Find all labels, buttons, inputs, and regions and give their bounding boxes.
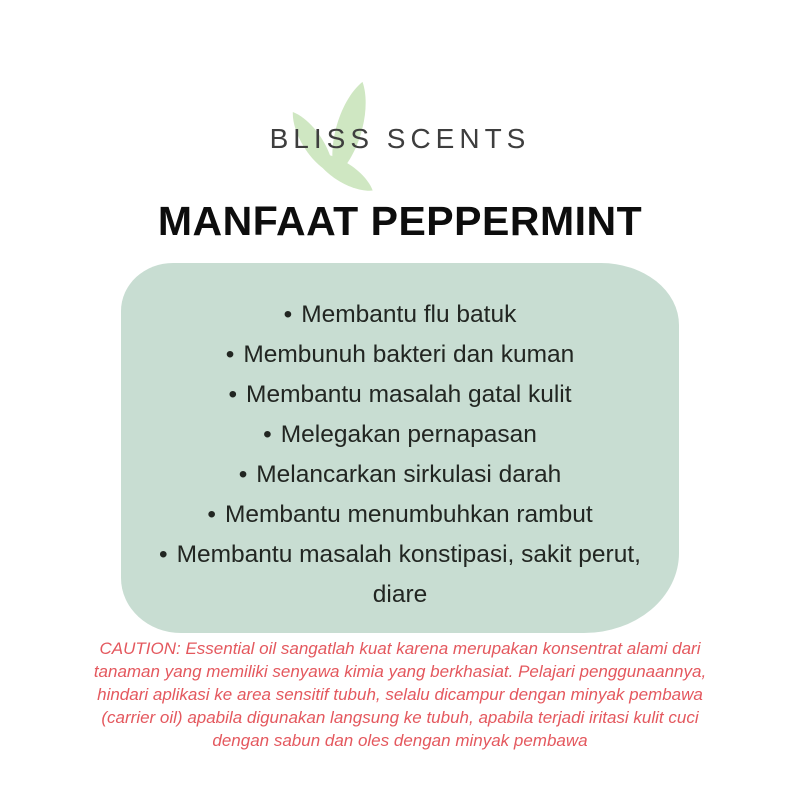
bullet-icon: • xyxy=(225,341,235,368)
benefits-box xyxy=(121,263,679,633)
benefit-item xyxy=(159,335,641,375)
brand-name: BLISS SCENTS xyxy=(269,123,531,154)
bullet-icon: • xyxy=(283,301,293,328)
bullet-icon: • xyxy=(263,421,272,448)
brand-logo xyxy=(0,80,800,200)
benefit-item xyxy=(159,375,641,415)
benefit-text: Membantu flu batuk xyxy=(301,301,517,328)
benefit-text: Membantu menumbuhkan rambut xyxy=(224,501,593,528)
benefit-item xyxy=(159,535,641,615)
bullet-icon: • xyxy=(238,461,248,488)
benefit-item xyxy=(159,415,641,455)
benefit-text: Membantu masalah konstipasi, sakit perut, diare xyxy=(176,541,641,608)
benefit-text: Melancarkan sirkulasi darah xyxy=(256,461,562,488)
benefit-item xyxy=(159,455,641,495)
page-title: MANFAAT PEPPERMINT xyxy=(157,198,643,244)
caution-note: CAUTION: Essential oil sangatlah kuat karena merupakan konsentrat alami dari tanaman yang memiliki senyawa kimia yang berkhasiat. Pelajari penggunaannya, hindari aplikasi ke area sensitif tubuh, selalu dicampur dengan minyak pembawa (carrier oil) apabila digunakan langsung ke tubuh, apabila terjadi iritasi kulit cuci dengan sabun dan oles dengan minyak pembawa xyxy=(93,639,707,750)
benefit-text: Melegakan pernapasan xyxy=(280,421,537,448)
benefit-item xyxy=(159,495,641,535)
bullet-icon: • xyxy=(207,501,216,528)
benefit-text: Membantu masalah gatal kulit xyxy=(246,381,572,408)
bullet-icon: • xyxy=(159,541,168,568)
benefit-text: Membunuh bakteri dan kuman xyxy=(243,341,575,368)
bullet-icon: • xyxy=(228,381,238,408)
benefit-item xyxy=(159,295,641,335)
